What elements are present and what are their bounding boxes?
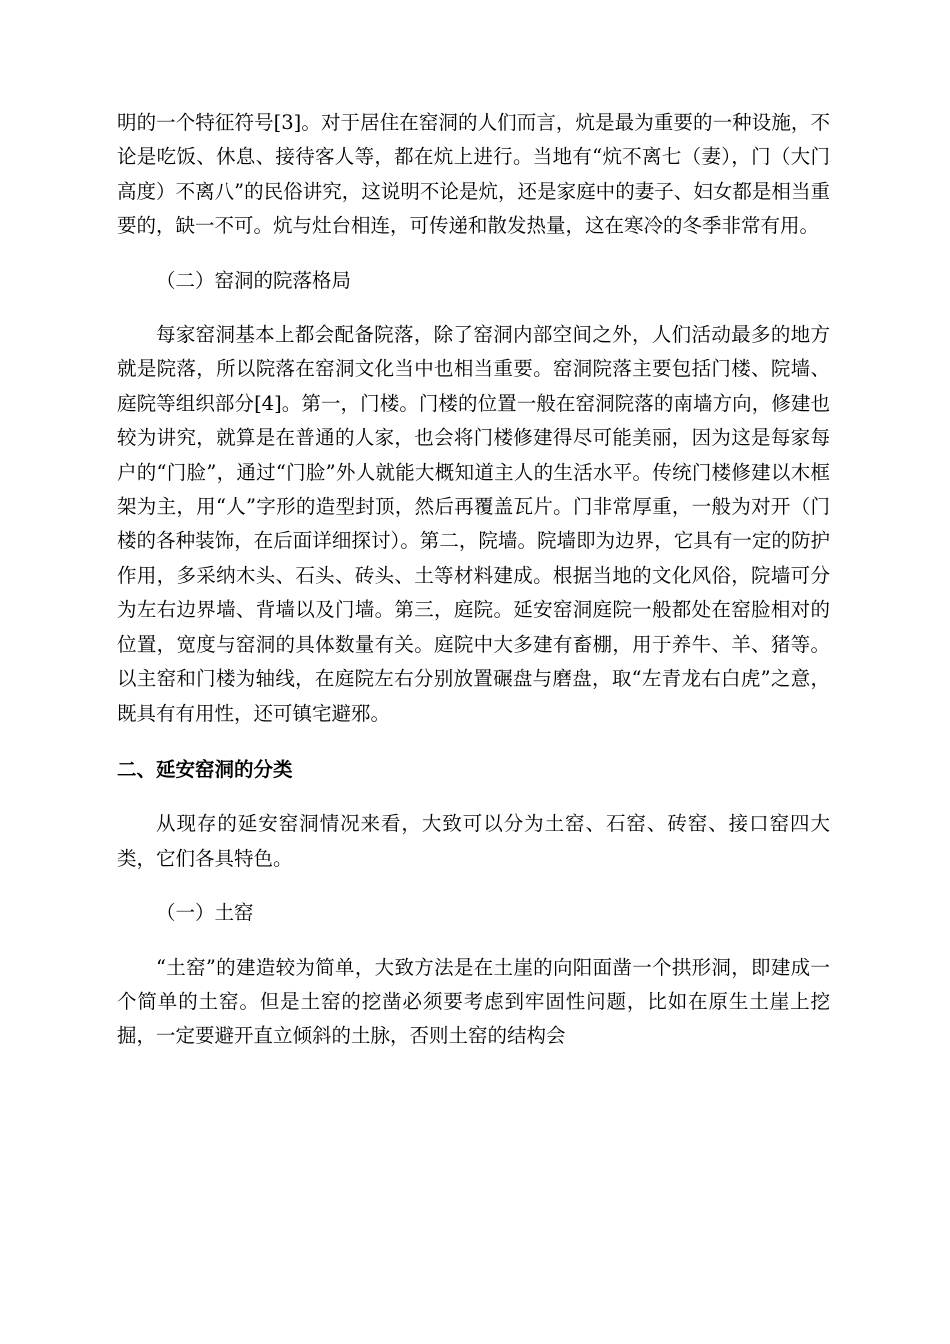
document-page <box>117 106 830 1054</box>
paragraph-earth-cave: “土窑”的建造较为简单，大致方法是在土崖的向阳面凿一个拱形洞，即建成一个简单的土窑。但是土窑的挖凿必须要考虑到牢固性问题，比如在原生土崖上挖掘，一定要避开直立倾斜的土脉，否则土窑的结构会 <box>117 955 830 1048</box>
paragraph-kang: 明的一个特征符号[3]。对于居住在窑洞的人们而言，炕是最为重要的一种设施，不论是吃饭、休息、接待客人等，都在炕上进行。当地有“炕不离七（妻），门（大门高度）不离八”的民俗讲究，这说明不论是炕，还是家庭中的妻子、妇女都是相当重要的，缺一不可。炕与灶台相连，可传递和散发热量，这在寒冷的冬季非常有用。 <box>117 111 830 238</box>
paragraph-courtyard: 每家窑洞基本上都会配备院落，除了窑洞内部空间之外，人们活动最多的地方就是院落，所以院落在窑洞文化当中也相当重要。窑洞院落主要包括门楼、院墙、庭院等组织部分[4]。第一，门楼。门楼的位置一般在窑洞院落的南墙方向，修建也较为讲究，就算是在普通的人家，也会将门楼修建得尽可能美丽，因为这是每家每户的“门脸”，通过“门脸”外人就能大概知道主人的生活水平。传统门楼修建以木框架为主，用“人”字形的造型封顶，然后再覆盖瓦片。门非常厚重，一般为对开（门楼的各种装饰，在后面详细探讨）。第二，院墙。院墙即为边界，它具有一定的防护作用，多采纳木头、石头、砖头、土等材料建成。根据当地的文化风俗，院墙可分为左右边界墙、背墙以及门墙。第三，庭院。延安窑洞庭院一般都处在窑脸相对的位置，宽度与窑洞的具体数量有关。庭院中大多建有畜棚，用于养牛、羊、猪等。以主窑和门楼为轴线，在庭院左右分别放置碾盘与磨盘，取“左青龙右白虎”之意，既具有有用性，还可镇宅避邪。 <box>117 323 830 725</box>
paragraph-classification: 从现存的延安窑洞情况来看，大致可以分为土窑、石窑、砖窑、接口窑四大类，它们各具特色。 <box>117 812 830 870</box>
subheading-earth-cave: （一）土窑 <box>156 901 254 925</box>
section-heading-classification: 二、延安窑洞的分类 <box>117 757 293 781</box>
subheading-courtyard-layout: （二）窑洞的院落格局 <box>156 268 352 292</box>
